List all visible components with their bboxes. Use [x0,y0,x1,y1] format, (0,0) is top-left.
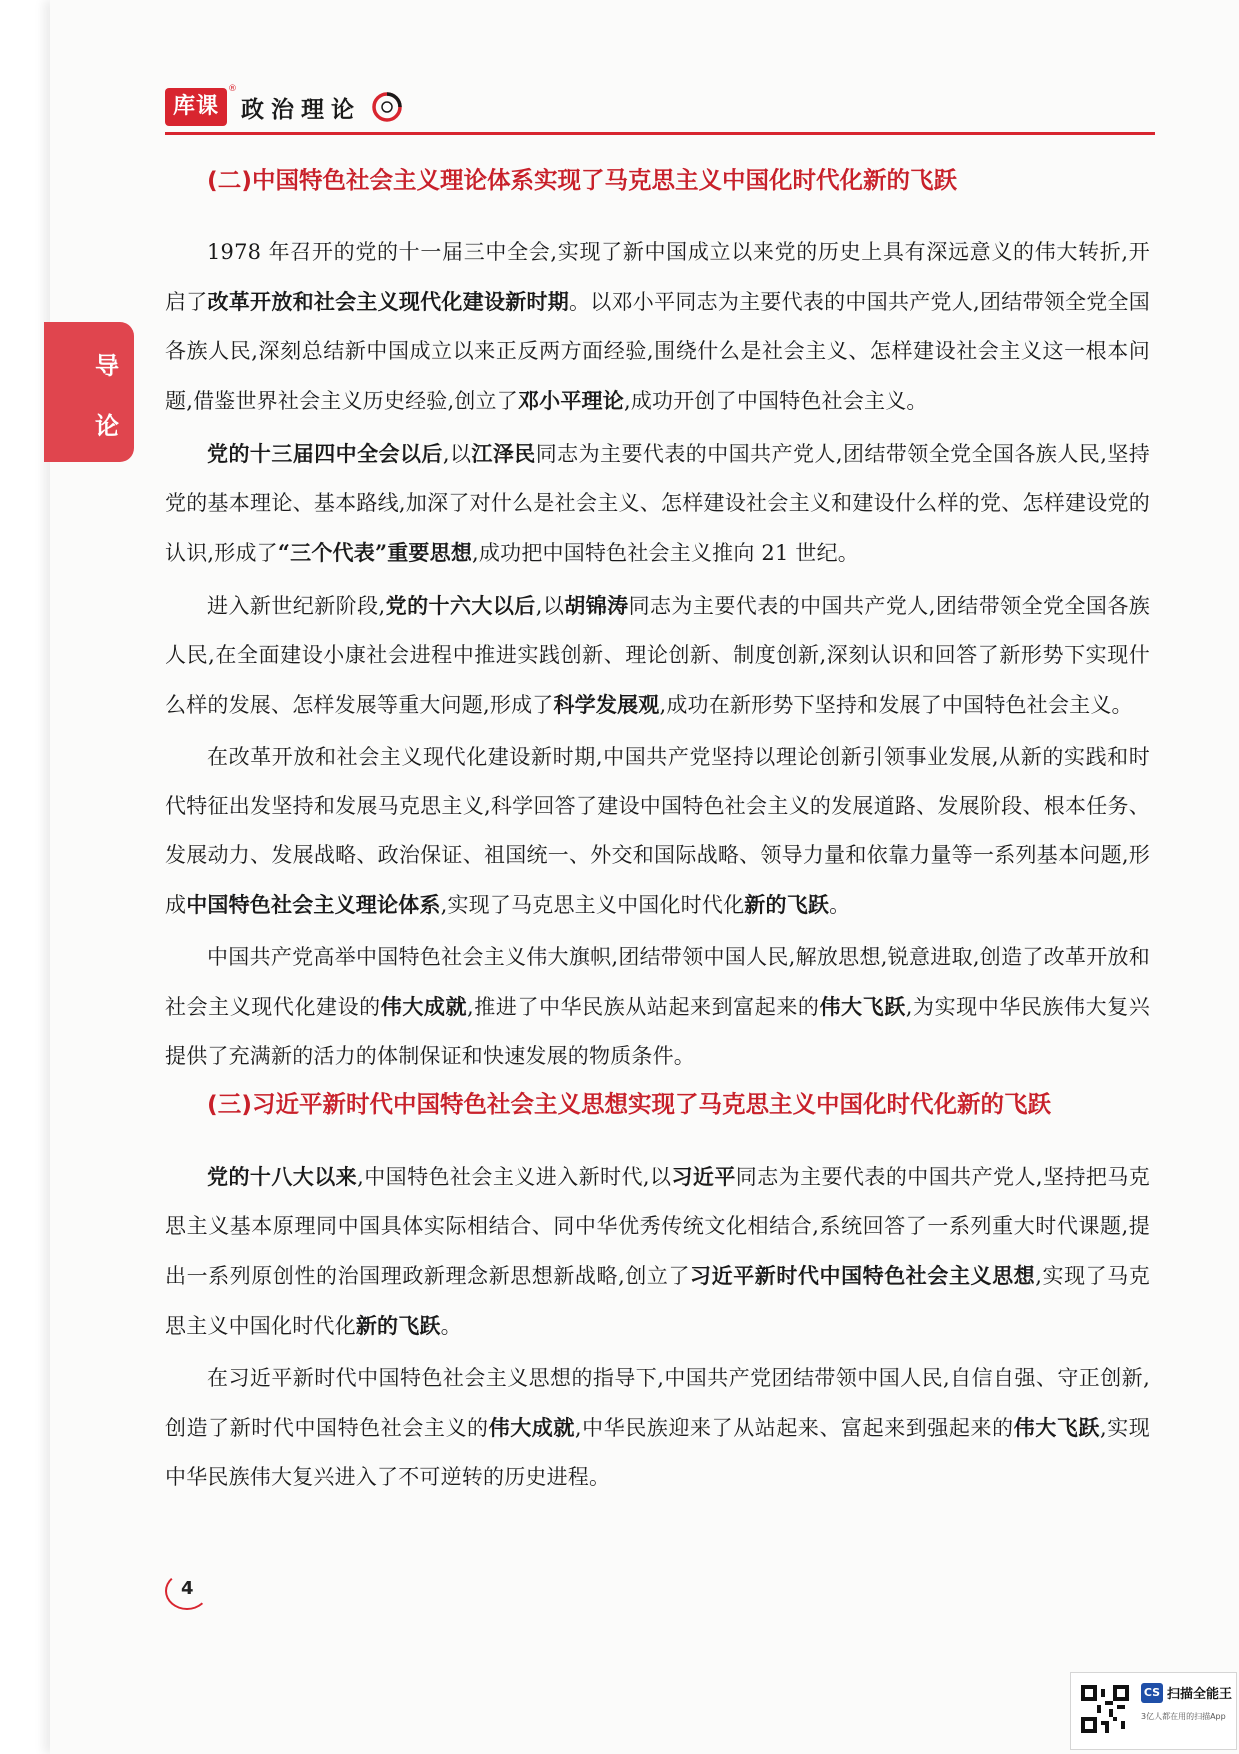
emphasized-text: 党的十三届四中全会以后 [207,441,443,466]
paragraph-text: 同志为主要代表的中国共产党人,坚持把马克思主义基本原理同中国具体实际相结合、同中华优秀传统文化相结合,系统回答了一系列重大时代课题,提出一系列原创性的治国理政新理念新思想新战略,创立了 [165,1165,1150,1288]
paragraph-text: 在习近平新时代中国特色社会主义思想的指导下,中国共产党团结带领中国人民,自信自强、守正创新,创造了新时代中国特色社会主义的 [165,1366,1150,1440]
paragraph-text: ,实现中华民族伟大复兴进入了不可逆转的历史进程。 [165,1416,1150,1489]
page-number [165,1572,209,1608]
emphasized-text: 习近平新时代中国特色社会主义思想 [690,1263,1036,1288]
chapter-side-tab [44,322,134,462]
emphasized-text: 习近平 [671,1164,736,1189]
paragraph [165,1152,1150,1351]
emphasized-text: 科学发展观 [553,692,660,717]
paragraph-text: ,以 [442,442,472,466]
scanner-app-name: 扫描全能王 [1167,1687,1233,1702]
emphasized-text: 伟大飞跃 [819,994,906,1019]
paragraph-text: 同志为主要代表的中国共产党人,团结带领全党全国各族人民,在全面建设小康社会进程中推进实践创新、理论创新、制度创新,深刻认识和回答了新形势下实现什么样的发展、怎样发展等重大问题,形成了 [165,594,1150,717]
paragraph-text: ,中华民族迎来了从站起来、富起来到强起来的 [574,1416,1014,1440]
paragraph [165,933,1150,1081]
emphasized-text: 伟大成就 [380,994,468,1019]
emphasized-text: 改革开放和社会主义现代化建设新时期 [207,289,570,314]
paragraph-text: 。 [829,893,851,917]
paragraph-text: 。 [440,1314,462,1338]
paragraph-text: ,成功开创了中国特色社会主义。 [623,389,928,413]
scanner-watermark [1070,1672,1237,1750]
paragraph-text: 进入新世纪新阶段, [207,594,386,618]
emphasized-text: “三个代表”重要思想 [277,540,473,565]
emphasized-text: 伟大飞跃 [1013,1415,1100,1440]
emphasized-text: 中国特色社会主义理论体系 [186,892,441,917]
paragraph-text: 1978 年召开的党的十一届三中全会,实现了新中国成立以来党的历史上具有深远意义的伟大转折,开启了 [165,240,1150,314]
paragraph-text: ,成功在新形势下坚持和发展了中国特色社会主义。 [659,693,1133,717]
side-tab-char: 导 [95,352,119,380]
series-circle-icon [370,90,404,124]
emphasized-text: 胡锦涛 [564,593,629,618]
page-header [165,84,1155,134]
paragraph [165,429,1150,578]
series-title: 政治理论 [241,97,361,123]
emphasized-text: 江泽民 [471,441,536,466]
paragraph [165,1354,1150,1502]
paragraph-text: 同志为主要代表的中国共产党人,团结带领全党全国各族人民,坚持党的基本理论、基本路线,加深了对什么是社会主义、怎样建设社会主义和建设什么样的党、怎样建设党的认识,形成了 [165,442,1150,565]
paragraph-text: ,以 [535,594,565,618]
scanner-tagline: 3亿人都在用的扫描App [1141,1712,1226,1721]
side-tab-char: 论 [95,412,119,440]
emphasized-text: 邓小平理论 [517,388,624,413]
paragraph-text: 在改革开放和社会主义现代化建设新时期,中国共产党坚持以理论创新引领事业发展,从新的实践和时代特征出发坚持和发展马克思主义,科学回答了建设中国特色社会主义的发展道路、发展阶段、根本任务、发展动力、发展战略、政治保证、祖国统一、外交和国际战略、领导力量和依靠力量等一系列基本问题,形成 [165,745,1150,917]
paragraph-text: 中国共产党高举中国特色社会主义伟大旗帜,团结带领中国人民,解放思想,锐意进取,创造了改革开放和社会主义现代化建设的 [165,945,1150,1019]
qr-code-icon [1081,1685,1129,1733]
page-number-text: 4 [181,1578,194,1599]
paragraph-text: ,成功把中国特色社会主义推向 21 世纪。 [472,541,859,565]
camscanner-logo: CS [1141,1683,1163,1703]
paragraph-text: ,推进了中华民族从站起来到富起来的 [467,995,820,1019]
header-rule [165,132,1155,135]
emphasized-text: 伟大成就 [488,1415,575,1440]
publisher-logo: 库课 [165,88,227,126]
paragraph-text: ,实现了马克思主义中国化时代化 [165,1264,1150,1338]
paragraph [165,228,1150,426]
paragraph-text: ,实现了马克思主义中国化时代化 [440,893,745,917]
section-title: (三)习近平新时代中国特色社会主义思想实现了马克思主义中国化时代化新的飞跃 [207,1090,1051,1118]
emphasized-text: 党的十六大以后 [385,593,536,618]
emphasized-text: 新的飞跃 [355,1313,441,1338]
registered-mark: ® [228,84,237,94]
paragraph [165,733,1150,930]
page-content [165,160,1150,1502]
emphasized-text: 党的十八大以来 [207,1164,358,1189]
paragraph-text: ,为实现中华民族伟大复兴提供了充满新的活力的体制保证和快速发展的物质条件。 [165,995,1150,1068]
paragraph-text: ,中国特色社会主义进入新时代,以 [357,1165,672,1189]
emphasized-text: 新的飞跃 [744,892,830,917]
paragraph-text: 。以邓小平同志为主要代表的中国共产党人,团结带领全党全国各族人民,深刻总结新中国成立以来正反两方面经验,围绕什么是社会主义、怎样建设社会主义这一根本问题,借鉴世界社会主义历史经验,创立了 [165,290,1150,413]
section-title: (二)中国特色社会主义理论体系实现了马克思主义中国化时代化新的飞跃 [207,166,957,194]
paragraph [165,581,1150,730]
